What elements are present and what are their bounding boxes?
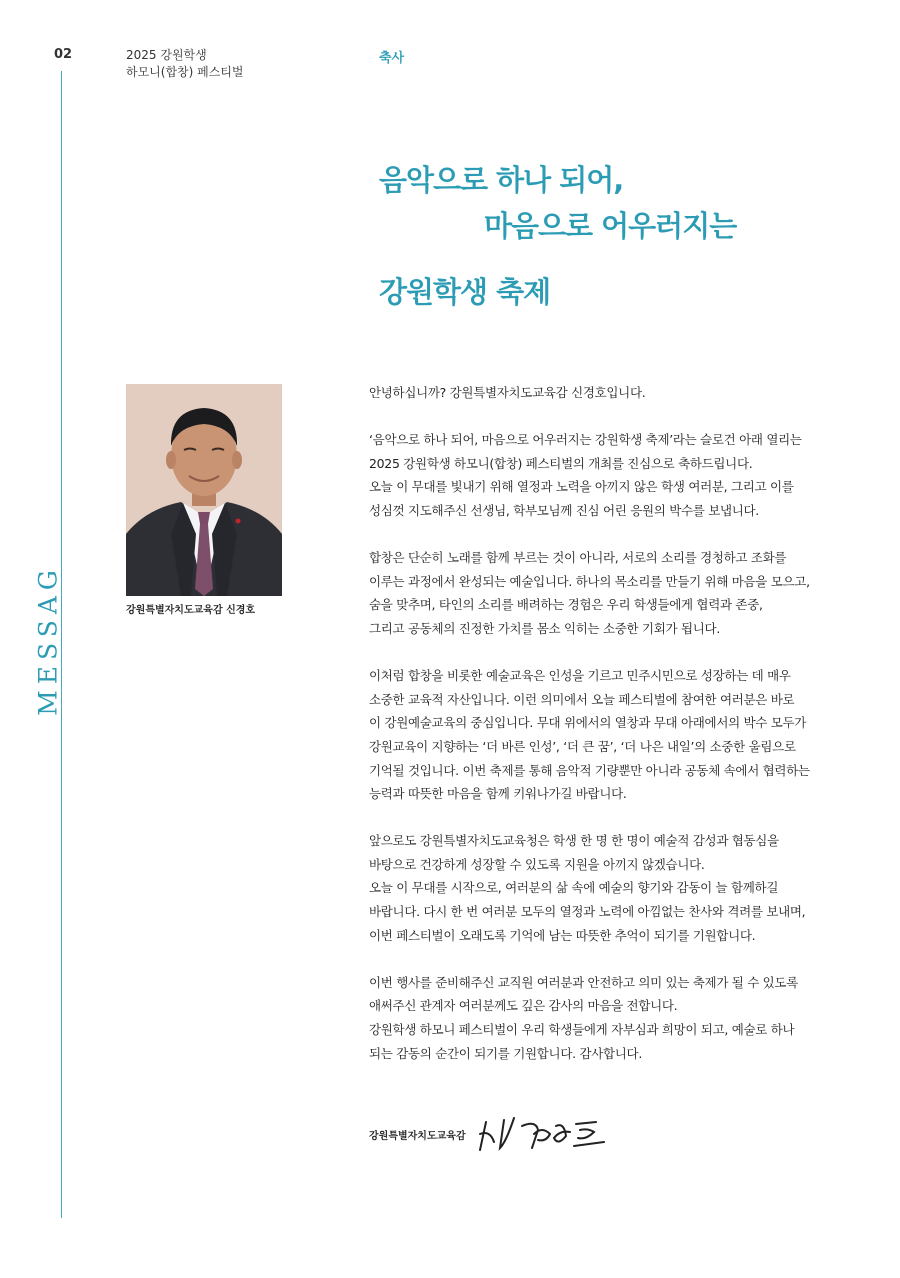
- portrait-illustration: [126, 384, 282, 596]
- paragraph-line: 소중한 교육적 자산입니다. 이런 의미에서 오늘 페스티벌에 참여한 여러분은 바로: [369, 691, 795, 707]
- paragraph-line: 오늘 이 무대를 시작으로, 여러분의 삶 속에 예술의 향기와 감동이 늘 함께하길: [369, 880, 779, 896]
- event-title-line-2: 하모니(합창) 페스티벌: [126, 65, 244, 79]
- headline-line-2: 마음으로 어우러지는: [484, 209, 737, 243]
- paragraph-line: 강원학생 하모니 페스티벌이 우리 학생들에게 자부심과 희망이 되고, 예술로 하나: [369, 1022, 795, 1038]
- paragraph-line: ‘음악으로 하나 되어, 마음으로 어우러지는 강원학생 축제’라는 슬로건 아래 열리는: [369, 432, 802, 448]
- portrait-photo: [126, 384, 282, 596]
- paragraph-line: 기억될 것입니다. 이번 축제를 통해 음악적 기량뿐만 아니라 공동체 속에서 협력하는: [369, 762, 810, 778]
- side-label: MESSAG: [33, 564, 63, 716]
- paragraph: [369, 971, 849, 1065]
- signature-title: 강원특별자치도교육감: [369, 1130, 466, 1142]
- paragraph-line: 성심껏 지도해주신 선생님, 학부모님께 진심 어린 응원의 박수를 보냅니다.: [369, 502, 759, 518]
- headline-line-1: 음악으로 하나 되어,: [379, 163, 624, 197]
- paragraph-line: 앞으로도 강원특별자치도교육청은 학생 한 명 한 명이 예술적 감성과 협동심을: [369, 833, 779, 849]
- handwritten-signature: [476, 1112, 611, 1156]
- paragraph: [369, 546, 849, 640]
- paragraph-line: 애써주신 관계자 여러분께도 깊은 감사의 마음을 전합니다.: [369, 998, 678, 1014]
- event-title-line-1: 2025 강원학생: [126, 48, 207, 62]
- paragraph-line: 숨을 맞추며, 타인의 소리를 배려하는 경험은 우리 학생들에게 협력과 존중,: [369, 597, 763, 613]
- paragraph-line: 이루는 과정에서 완성되는 예술입니다. 하나의 목소리를 만들기 위해 마음을 모으고,: [369, 573, 810, 589]
- paragraph-line: 2025 강원학생 하모니(합창) 페스티벌의 개최를 진심으로 축하드립니다.: [369, 455, 753, 471]
- paragraph-line: 합창은 단순히 노래를 함께 부르는 것이 아니라, 서로의 소리를 경청하고 조화를: [369, 550, 787, 566]
- paragraph-line: 바랍니다. 다시 한 번 여러분 모두의 열정과 노력에 아낌없는 찬사와 격려를 보내며,: [369, 904, 806, 920]
- paragraph-line: 그리고 공동체의 진정한 가치를 몸소 익히는 소중한 기회가 됩니다.: [369, 620, 720, 636]
- paragraph-line: 이번 페스티벌이 오래도록 기억에 남는 따뜻한 추억이 되기를 기원합니다.: [369, 927, 756, 943]
- paragraph-line: 오늘 이 무대를 빛내기 위해 열정과 노력을 아끼지 않은 학생 여러분, 그리고 이를: [369, 479, 794, 495]
- message-body: [369, 381, 849, 1089]
- page-number: 02: [54, 47, 73, 62]
- paragraph: [369, 829, 849, 947]
- paragraph-line: 강원교육이 지향하는 ‘더 바른 인성’, ‘더 큰 꿈’, ‘더 나은 내일’의 소중한 울림으로: [369, 738, 796, 754]
- paragraph-line: 바탕으로 건강하게 성장할 수 있도록 지원을 아끼지 않겠습니다.: [369, 856, 705, 872]
- headline-line-3: 강원학생 축제: [379, 275, 551, 309]
- paragraph-line: 이처럼 합창을 비롯한 예술교육은 인성을 기르고 민주시민으로 성장하는 데 매우: [369, 668, 791, 684]
- paragraph: [369, 381, 849, 405]
- paragraph: [369, 428, 849, 522]
- paragraph-line: 이번 행사를 준비해주신 교직원 여러분과 안전하고 의미 있는 축제가 될 수 있도록: [369, 974, 798, 990]
- paragraph-line: 이 강원예술교육의 중심입니다. 무대 위에서의 열창과 무대 아래에서의 박수 모두가: [369, 715, 807, 731]
- paragraph-line: 되는 감동의 순간이 되기를 기원합니다. 감사합니다.: [369, 1045, 642, 1061]
- photo-caption: 강원특별자치도교육감 신경호: [126, 605, 256, 616]
- paragraph-line: 안녕하십니까? 강원특별자치도교육감 신경호입니다.: [369, 385, 646, 400]
- event-title: [126, 47, 244, 81]
- paragraph: [369, 664, 849, 806]
- section-label: 축사: [379, 51, 405, 66]
- paragraph-line: 능력과 따뜻한 마음을 함께 키워나가길 바랍니다.: [369, 786, 627, 802]
- signature-block: [369, 1112, 611, 1156]
